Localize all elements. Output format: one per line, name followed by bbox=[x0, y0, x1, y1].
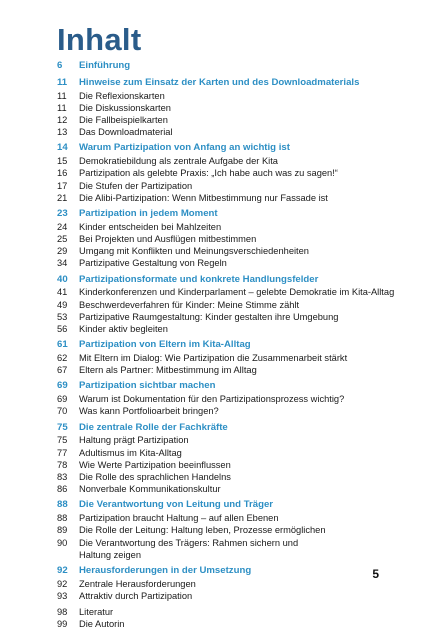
table-of-contents bbox=[57, 60, 395, 635]
toc-entry-title: Partizipationsformate und konkrete Handlungsfelder bbox=[79, 273, 319, 285]
page-number: 5 bbox=[372, 567, 379, 581]
toc-entry-title: Haltung prägt Partizipation bbox=[79, 435, 189, 446]
toc-section-heading bbox=[57, 380, 377, 393]
toc-section-heading bbox=[57, 77, 377, 90]
toc-page-number: 11 bbox=[57, 102, 67, 113]
toc-page-number: 90 bbox=[57, 537, 68, 548]
toc-page-number: 92 bbox=[57, 565, 68, 577]
toc-section-heading bbox=[57, 60, 377, 73]
toc-entry-title: Was kann Portfolioarbeit bringen? bbox=[79, 406, 219, 417]
toc-section-heading bbox=[57, 274, 377, 287]
toc-entry bbox=[57, 257, 377, 269]
toc-entry-title: Partizipative Gestaltung von Regeln bbox=[79, 258, 227, 269]
toc-section bbox=[57, 565, 377, 602]
toc-page-number: 24 bbox=[57, 221, 68, 232]
toc-page-number: 93 bbox=[57, 591, 68, 602]
toc-entry bbox=[57, 364, 377, 376]
toc-page-number: 83 bbox=[57, 472, 68, 483]
toc-page-number: 16 bbox=[57, 168, 68, 179]
toc-page-number: 29 bbox=[57, 246, 68, 257]
toc-page-number: 61 bbox=[57, 339, 68, 351]
toc-page-number: 89 bbox=[57, 525, 68, 536]
toc-section-heading bbox=[57, 339, 377, 352]
toc-entry bbox=[57, 311, 377, 323]
toc-entry-title: Mit Eltern im Dialog: Wie Partizipation die Zusammenarbeit stärkt bbox=[79, 353, 348, 364]
toc-page-number: 75 bbox=[57, 435, 68, 446]
toc-page-number: 69 bbox=[57, 380, 68, 392]
toc-entry-title: Einführung bbox=[79, 60, 131, 71]
toc-entry-title: Zentrale Herausforderungen bbox=[79, 578, 196, 589]
toc-entry bbox=[57, 286, 395, 298]
toc-entry-title: Das Downloadmaterial bbox=[79, 127, 173, 138]
toc-page-number: 15 bbox=[57, 156, 68, 167]
toc-section bbox=[57, 380, 377, 417]
toc-entry-title: Warum ist Dokumentation für den Partizipationsprozess wichtig? bbox=[79, 394, 345, 405]
toc-page-number: 67 bbox=[57, 365, 68, 376]
toc-page-number: 17 bbox=[57, 180, 68, 191]
toc-entry-title: Partizipation von Eltern im Kita-Alltag bbox=[79, 339, 251, 351]
toc-page-number: 88 bbox=[57, 499, 68, 511]
toc-page-number: 56 bbox=[57, 324, 68, 335]
toc-entry bbox=[57, 471, 377, 483]
toc-page-number: 75 bbox=[57, 421, 68, 433]
toc-entry bbox=[57, 114, 377, 126]
toc-entry bbox=[57, 393, 377, 405]
toc-page-number: 62 bbox=[57, 353, 68, 364]
toc-entry-title: Bei Projekten und Ausflügen mitbestimmen bbox=[79, 234, 257, 245]
toc-entry bbox=[57, 155, 377, 167]
toc-entry bbox=[57, 167, 377, 179]
toc-entry-title: Demokratiebildung als zentrale Aufgabe der Kita bbox=[79, 156, 278, 167]
toc-entry-title: Wie Werte Partizipation beeinflussen bbox=[79, 459, 231, 470]
toc-page-number: 11 bbox=[57, 90, 67, 101]
toc-page-number: 77 bbox=[57, 447, 68, 458]
toc-page-number: 40 bbox=[57, 273, 68, 285]
toc-page-number: 21 bbox=[57, 192, 68, 203]
toc-entry bbox=[57, 590, 377, 602]
toc-page-number: 78 bbox=[57, 459, 68, 470]
toc-entry-title: Partizipation sichtbar machen bbox=[79, 380, 216, 392]
toc-page-number: 88 bbox=[57, 513, 68, 524]
toc-entry-title: Die Rolle des sprachlichen Handelns bbox=[79, 472, 231, 483]
toc-section bbox=[57, 606, 377, 630]
toc-entry bbox=[57, 405, 377, 417]
toc-entry-title: Beschwerdeverfahren für Kinder: Meine Stimme zählt bbox=[79, 299, 300, 310]
toc-page-number: 23 bbox=[57, 208, 68, 220]
toc-page-number: 11 bbox=[57, 76, 68, 88]
toc-section bbox=[57, 60, 377, 73]
toc-entry-title: Partizipative Raumgestaltung: Kinder gestalten ihre Umgebung bbox=[79, 311, 339, 322]
toc-page-number: 86 bbox=[57, 484, 68, 495]
toc-entry-title: Nonverbale Kommunikationskultur bbox=[79, 484, 221, 495]
toc-entry-title: Partizipation als gelebte Praxis: „Ich habe auch was zu sagen!“ bbox=[79, 168, 338, 179]
toc-entry bbox=[57, 192, 377, 204]
toc-entry-title: Die Diskussionskarten bbox=[79, 102, 171, 113]
toc-entry bbox=[57, 299, 377, 311]
toc-section-heading bbox=[57, 565, 377, 578]
toc-page-number: 25 bbox=[57, 234, 68, 245]
toc-entry bbox=[57, 245, 377, 257]
toc-section-heading bbox=[57, 499, 377, 512]
toc-section-heading bbox=[57, 422, 377, 435]
toc-entry-title: Partizipation in jedem Moment bbox=[79, 208, 218, 220]
toc-entry-title: Die Rolle der Leitung: Haltung leben, Prozesse ermöglichen bbox=[79, 525, 326, 536]
toc-entry bbox=[57, 512, 377, 524]
toc-entry bbox=[57, 180, 377, 192]
page-title: Inhalt bbox=[57, 22, 142, 57]
toc-entry-title: Adultismus im Kita-Alltag bbox=[79, 447, 182, 458]
toc-page-number: 14 bbox=[57, 142, 68, 154]
toc-entry bbox=[57, 549, 377, 561]
toc-entry-title: Umgang mit Konflikten und Meinungsverschiedenheiten bbox=[79, 246, 309, 257]
toc-entry-title: Die Stufen der Partizipation bbox=[79, 180, 193, 191]
toc-page-number: 92 bbox=[57, 578, 68, 589]
toc-entry-title: Die Fallbeispielkarten bbox=[79, 115, 168, 125]
toc-entry-title: Kinder aktiv begleiten bbox=[79, 324, 168, 335]
toc-entry bbox=[57, 537, 377, 549]
toc-entry-title: Die Autorin bbox=[79, 619, 125, 630]
toc-page-number: 12 bbox=[57, 115, 68, 125]
toc-entry bbox=[57, 434, 377, 446]
toc-page-number: 53 bbox=[57, 311, 68, 322]
toc-entry bbox=[57, 102, 377, 114]
toc-entry bbox=[57, 352, 377, 364]
toc-entry-title: Die Verantwortung von Leitung und Träger bbox=[79, 499, 274, 511]
toc-page-number: 13 bbox=[57, 127, 68, 138]
toc-entry-title: Eltern als Partner: Mitbestimmung im Alltag bbox=[79, 365, 257, 376]
toc-section bbox=[57, 422, 377, 496]
toc-entry-title: Kinderkonferenzen und Kinderparlament – gelebte Demokratie im Kita-Alltag bbox=[79, 287, 395, 298]
toc-entry-title: Die Verantwortung des Trägers: Rahmen sichern und bbox=[79, 537, 299, 548]
toc-entry-title: Die Reflexionskarten bbox=[79, 90, 165, 101]
toc-entry bbox=[57, 578, 377, 590]
toc-page-number: 99 bbox=[57, 619, 68, 630]
toc-entry-title: Kinder entscheiden bei Mahlzeiten bbox=[79, 221, 222, 232]
toc-section bbox=[57, 339, 377, 376]
toc-entry-title: Warum Partizipation von Anfang an wichtig ist bbox=[79, 142, 290, 154]
toc-section bbox=[57, 208, 377, 270]
toc-page-number: 6 bbox=[57, 60, 63, 71]
toc-entry bbox=[57, 221, 377, 233]
toc-entry bbox=[57, 233, 377, 245]
toc-section bbox=[57, 499, 377, 561]
toc-page-number: 69 bbox=[57, 394, 68, 405]
toc-page-number: 49 bbox=[57, 299, 68, 310]
toc-entry bbox=[57, 126, 377, 138]
toc-entry-title: Hinweise zum Einsatz der Karten und des Downloadmaterials bbox=[79, 76, 360, 88]
toc-entry-title: Haltung zeigen bbox=[79, 549, 142, 560]
toc-entry bbox=[57, 606, 377, 618]
toc-entry bbox=[57, 483, 377, 495]
toc-entry bbox=[57, 90, 377, 102]
toc-section-heading bbox=[57, 208, 377, 221]
toc-entry bbox=[57, 459, 377, 471]
toc-section bbox=[57, 142, 377, 204]
toc-entry-title: Attraktiv durch Partizipation bbox=[79, 591, 193, 602]
toc-entry-title: Herausforderungen in der Umsetzung bbox=[79, 565, 252, 577]
toc-page-number: 34 bbox=[57, 258, 68, 269]
toc-entry-title: Die zentrale Rolle der Fachkräfte bbox=[79, 421, 228, 433]
toc-entry bbox=[57, 323, 377, 335]
toc-page-number: 70 bbox=[57, 406, 68, 417]
toc-section bbox=[57, 273, 395, 336]
toc-section bbox=[57, 77, 377, 139]
toc-section-heading bbox=[57, 142, 377, 155]
toc-entry-title: Literatur bbox=[79, 607, 114, 618]
toc-entry-title: Die Alibi-Partizipation: Wenn Mitbestimmung nur Fassade ist bbox=[79, 192, 328, 203]
toc-page-number: 41 bbox=[57, 287, 68, 298]
toc-entry bbox=[57, 447, 377, 459]
toc-entry-title: Partizipation braucht Haltung – auf allen Ebenen bbox=[79, 513, 279, 524]
toc-page-number: 98 bbox=[57, 607, 68, 618]
toc-entry bbox=[57, 524, 377, 536]
toc-entry bbox=[57, 618, 377, 630]
